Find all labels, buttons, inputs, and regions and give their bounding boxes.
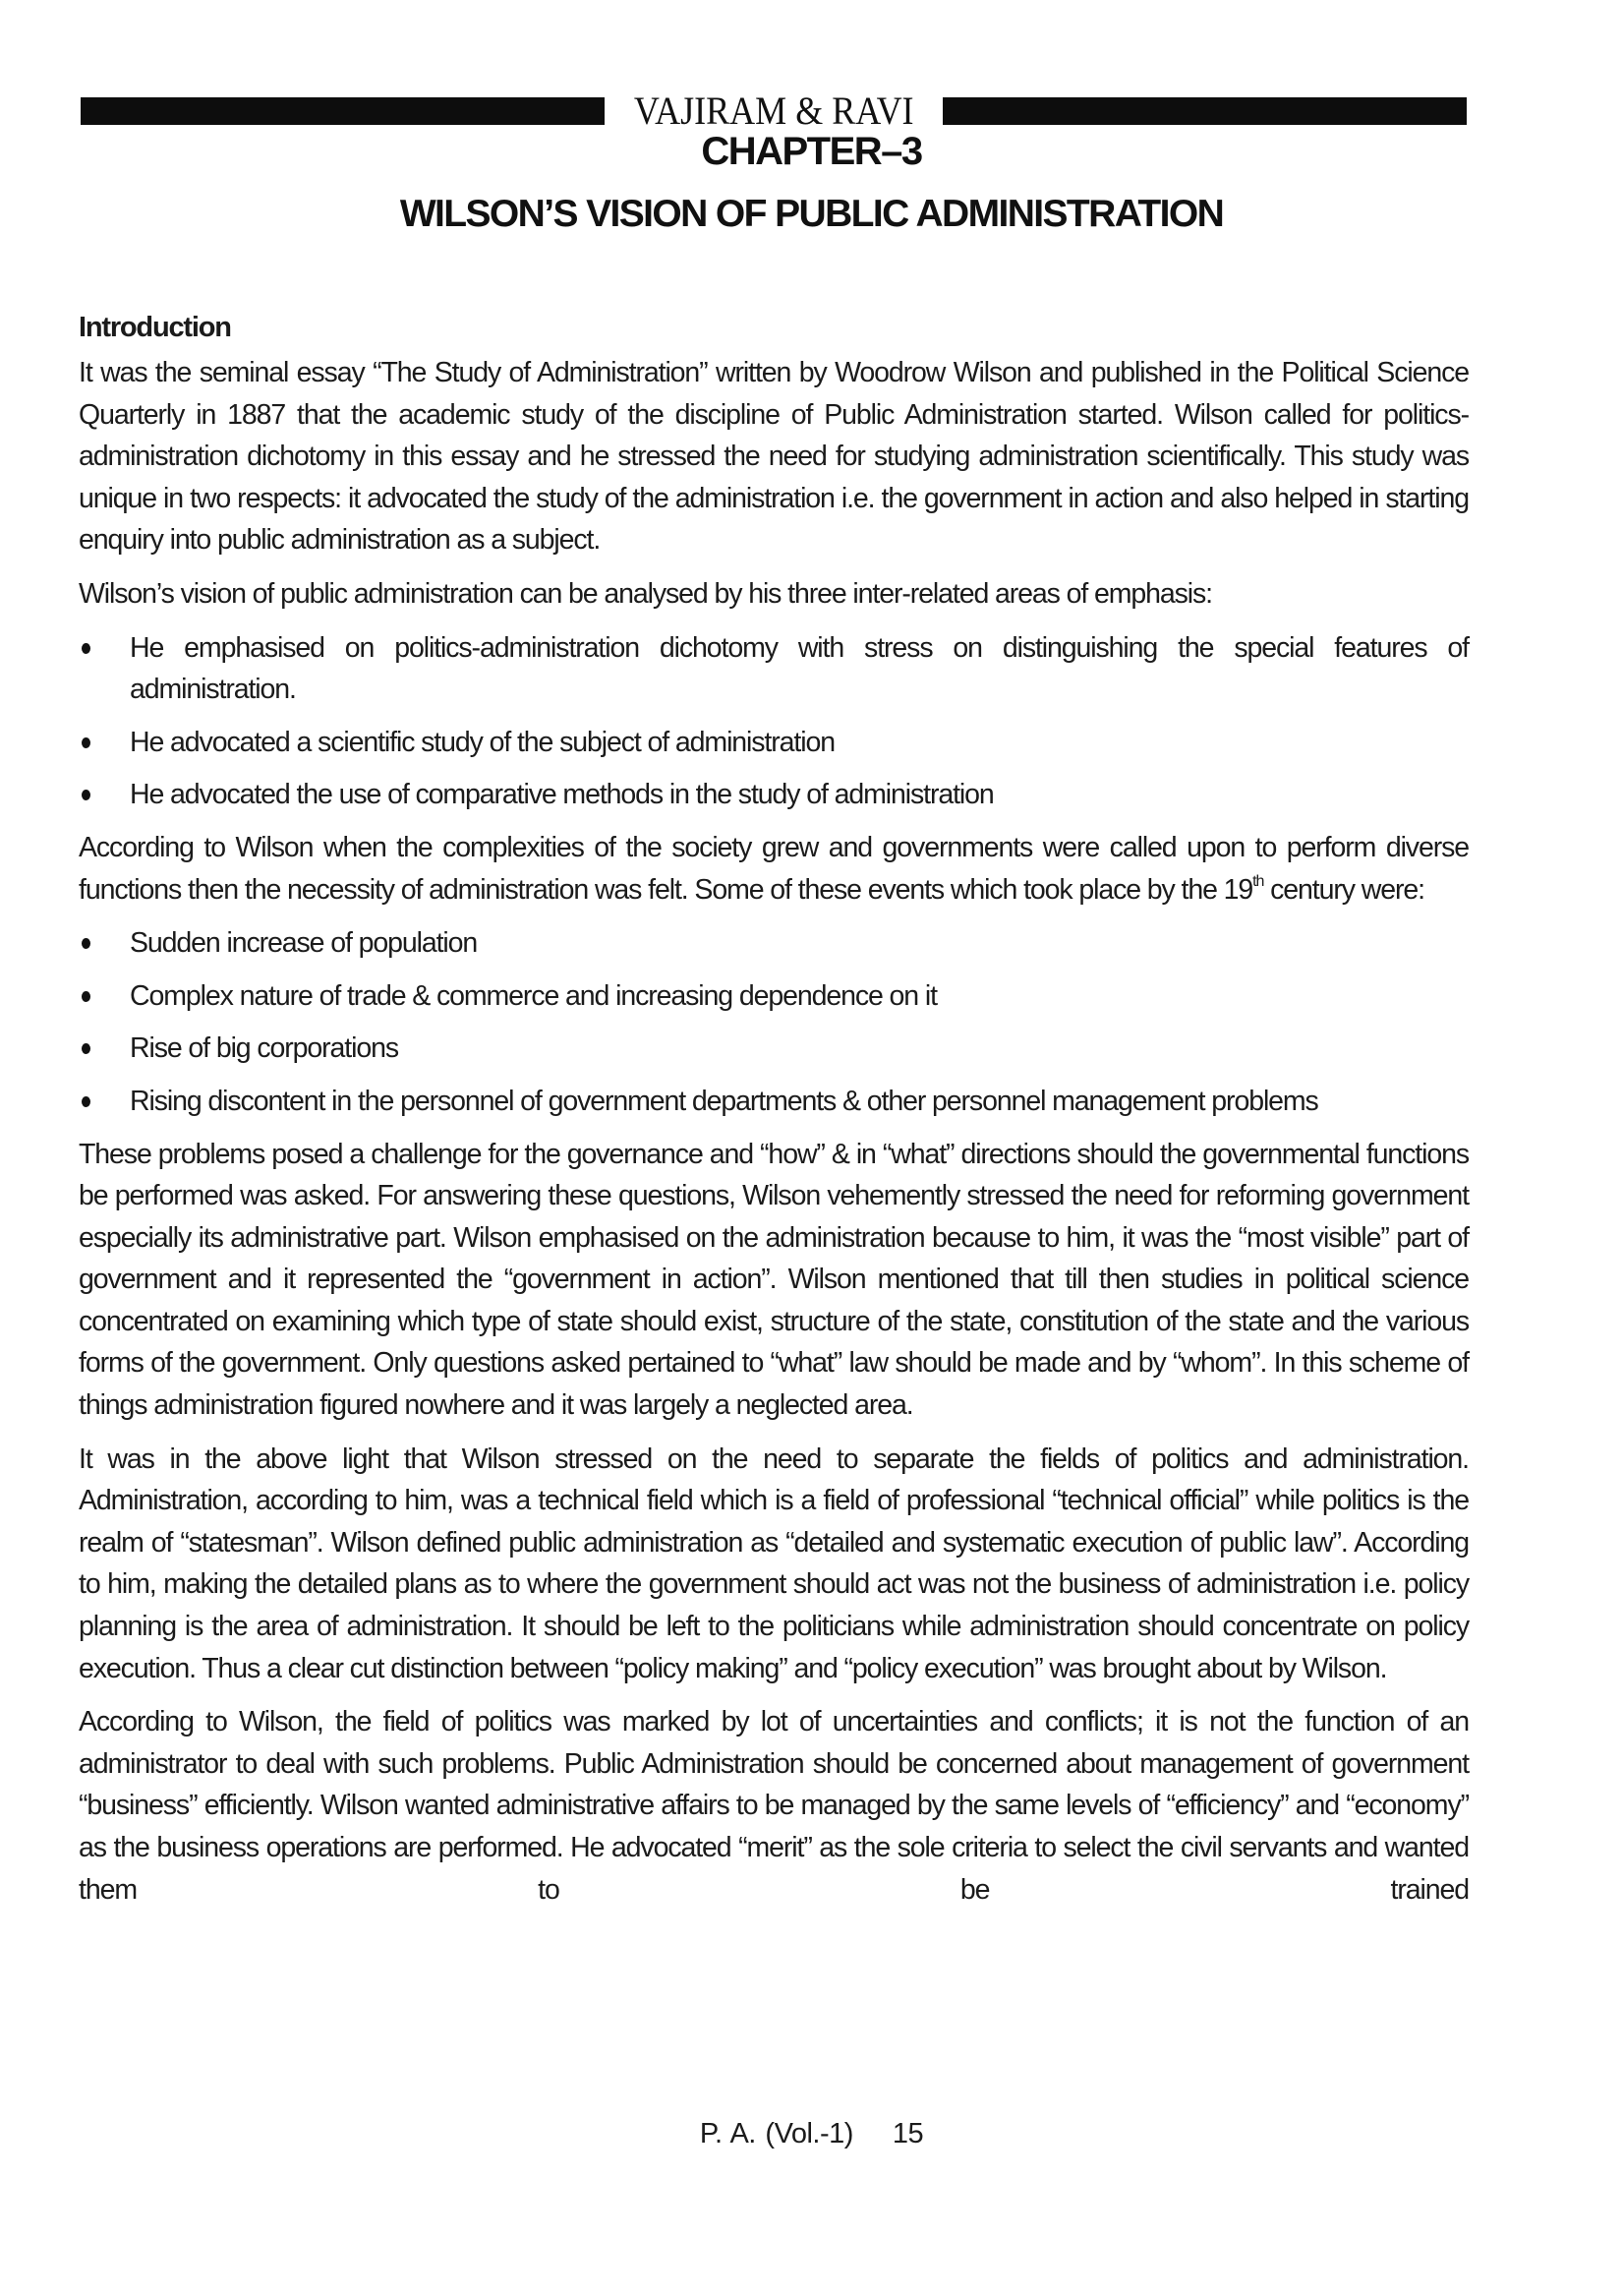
book-volume: P. A. (Vol.-1) [699, 2118, 853, 2149]
list-item [79, 722, 1469, 764]
bullet-icon [82, 1096, 90, 1107]
bullet-icon [82, 643, 90, 654]
list-item-text: Rising discontent in the personnel of government departments & other personnel management problems [130, 1085, 1318, 1117]
paragraph-problems: These problems posed a challenge for the governance and “how” & in “what” directions should the governmental functions be performed was asked. For answering these questions, Wilson vehemently stressed the need for reforming government especially its administrative part. Wilson emphasised on the administration because to him, it was the “most visible” part of government and it represented the “government in action”. Wilson mentioned that till then studies in political science concentrated on examining which type of state should exist, structure of the state, constitution of the state and the various forms of the government. Only questions asked pertained to “what” law should be made and by “whom”. In this scheme of things administration figured nowhere and it was largely a neglected area. [79, 1138, 1469, 1422]
paragraph-intro: It was the seminal essay “The Study of Administration” written by Woodrow Wilson and published in the Political Science Quarterly in 1887 that the academic study of the discipline of Public Administration started. Wilson called for politics-administration dichotomy in this essay and he stressed the need for studying administration scientifically. This study was unique in two respects: it advocated the study of the administration i.e. the government in action and also helped in starting enquiry into public administration as a subject. [79, 357, 1469, 557]
paragraph-efficiency: According to Wilson, the field of politics was marked by lot of uncertainties and conflicts; it is not the function of an administrator to deal with such problems. Public Administration should be concerned about management of government “business” efficiently. Wilson wanted administrative affairs to be managed by the same levels of “efficiency” and “economy” as the business operations are performed. He advocated “merit” as the sole criteria to select the civil servants and wanted them to be trained [79, 1706, 1469, 1906]
superscript: th [1252, 873, 1264, 891]
header-banner [81, 88, 1467, 133]
emphasis-list [79, 627, 1469, 816]
list-item-text: Sudden increase of population [130, 927, 478, 960]
list-item [79, 774, 1469, 816]
paragraph-text: century were: [1263, 873, 1424, 906]
page-number: 15 [892, 2118, 924, 2149]
paragraph-complexities [79, 827, 1469, 911]
bullet-icon [82, 790, 90, 800]
brand-name: VAJIRAM & RAVI [633, 88, 914, 133]
paragraph-text: According to Wilson when the complexities of the society grew and governments were called upon to perform diverse functions then the necessity of administration was felt. Some of these events which took place by the 19 [79, 831, 1469, 906]
chapter-label: CHAPTER–3 [701, 130, 922, 173]
list-item-text: He advocated a scientific study of the subject of administration [130, 726, 835, 758]
list-item [79, 1028, 1469, 1070]
list-item-text: Complex nature of trade & commerce and increasing dependence on it [130, 979, 937, 1012]
list-item-text: Rise of big corporations [130, 1032, 399, 1065]
bullet-icon [82, 737, 90, 748]
bullet-icon [82, 991, 90, 1002]
paragraph-vision: Wilson’s vision of public administration can be analysed by his three inter-related areas of emphasis: [79, 577, 1213, 610]
list-item [79, 922, 1469, 965]
page-footer [0, 2118, 1623, 2150]
list-item [79, 975, 1469, 1018]
list-item-text: He emphasised on politics-administration dichotomy with stress on distinguishing the special features of administration. [130, 631, 1469, 706]
bullet-icon [82, 1043, 90, 1054]
bullet-icon [82, 938, 90, 949]
section-heading: Introduction [79, 312, 231, 343]
page-content [79, 307, 1469, 1922]
list-item [79, 1081, 1469, 1123]
events-list [79, 922, 1469, 1122]
list-item-text: He advocated the use of comparative methods in the study of administration [130, 779, 994, 811]
paragraph-separation: It was in the above light that Wilson stressed on the need to separate the fields of politics and administration. Administration, according to him, was a technical field which is a field of professional “technical official” while politics is the realm of “statesman”. Wilson defined public administration as “detailed and systematic execution of public law”. According to him, making the detailed plans as to where the government should act was not the business of administration i.e. policy planning is the area of administration. It should be left to the politicians while administration should concentrate on policy execution. Thus a clear cut distinction between “policy making” and “policy execution” was brought about by Wilson. [79, 1442, 1469, 1684]
banner-bar-left [81, 97, 605, 125]
chapter-title: WILSON’S VISION OF PUBLIC ADMINISTRATION [399, 193, 1224, 235]
banner-bar-right [943, 97, 1467, 125]
list-item [79, 627, 1469, 711]
